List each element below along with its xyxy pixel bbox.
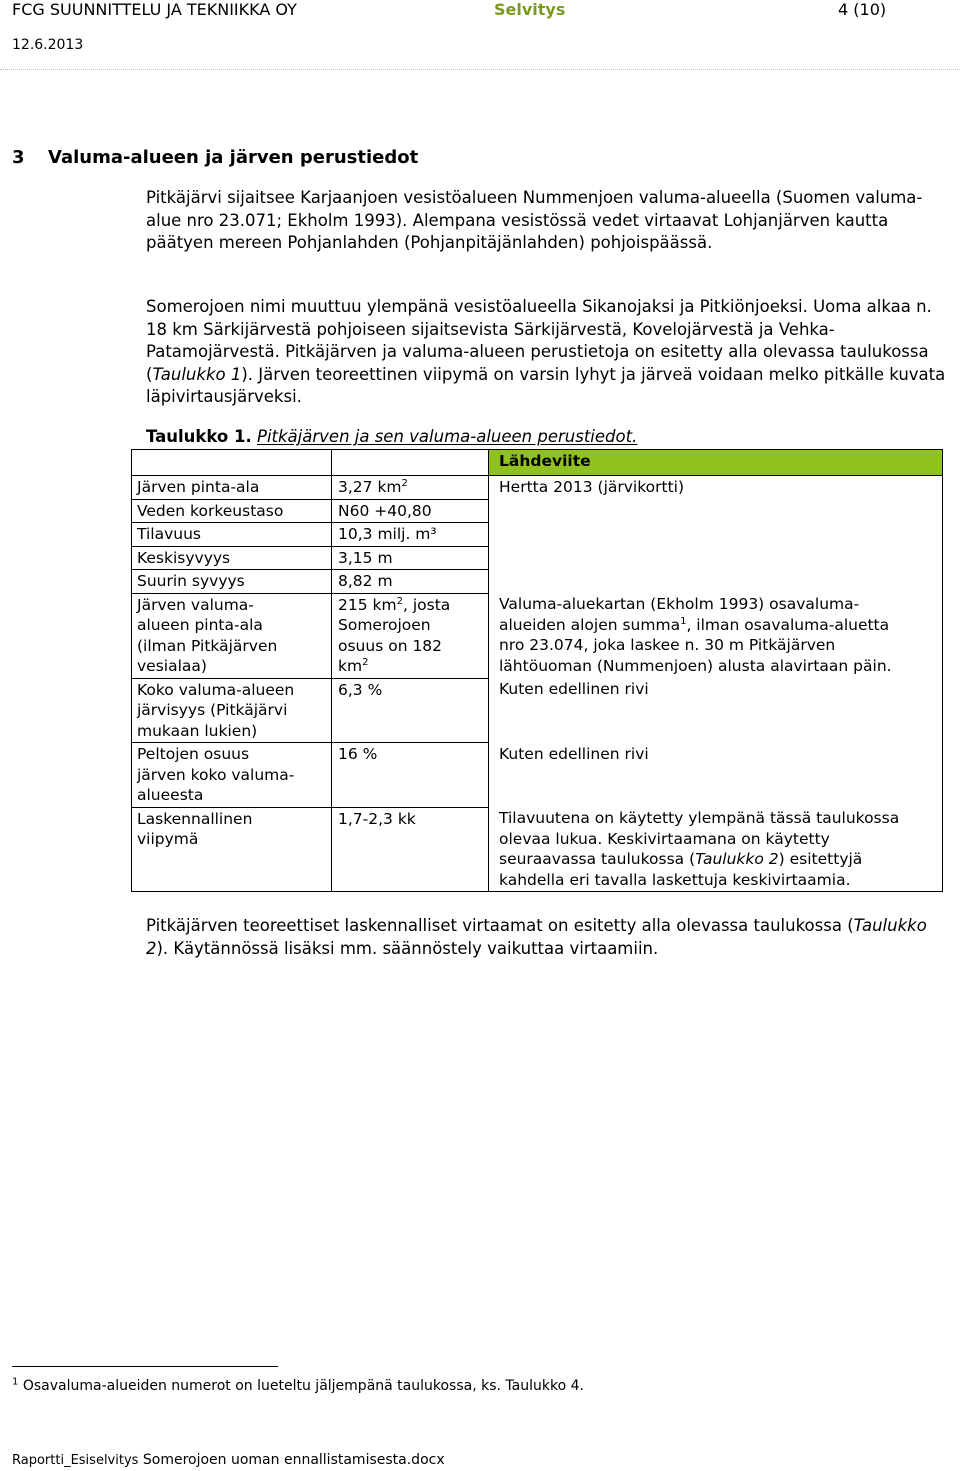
row-lake-pct-value: 6,3 %	[332, 678, 489, 743]
row-retention-source-line: kahdella eri tavalla laskettuja keskivirtaamia.	[499, 870, 851, 889]
source-column-header: Lähdeviite	[489, 450, 943, 476]
catchment-value-josta: , josta	[402, 595, 451, 614]
footer-title: Somerojoen uoman ennallistamisesta.docx	[142, 1452, 445, 1468]
paragraph-river	[146, 296, 946, 409]
row-mean-depth-label: Keskisyvyys	[132, 546, 332, 570]
header-date: 12.6.2013	[12, 37, 84, 53]
row-area-source: Hertta 2013 (järvikortti)	[489, 476, 943, 500]
table-row	[132, 743, 943, 808]
row-lake-pct-label-line: järvisyys (Pitkäjärvi	[137, 701, 288, 719]
section-title: Valuma-alueen ja järven perustiedot	[48, 147, 419, 168]
row-field-pct-label-line: järven koko valuma-	[137, 765, 295, 784]
paragraph-flows-text-b: ). Käytännössä lisäksi mm. säännöstely vaikuttaa virtaamiin.	[156, 938, 659, 958]
row-catchment-source	[489, 593, 943, 678]
section-number: 3	[12, 147, 25, 168]
catchment-source-sum: alueiden alojen summa	[499, 615, 681, 634]
row-retention-source-line: Tilavuutena on käytetty ylempänä tässä taulukossa	[499, 809, 900, 827]
row-lake-pct-label-line: Koko valuma-alueen	[137, 680, 295, 699]
paragraph-river-text-b: ). Järven teoreettinen viipymä on varsin lyhyt ja järveä voidaan melko pitkälle kuvata läpivirtausjärveksi.	[146, 364, 946, 406]
paragraph-location: Pitkäjärvi sijaitsee Karjaanjoen vesistöalueen Nummenjoen valuma-alueella (Suomen valuma-alue nro 23.071; Ekholm 1993). Alempana vesistössä vedet virtaavat Lohjanjärven kautta päätyen mereen Pohjanlahden (Pohjanpitäjänlahden) pohjoispäässä.	[146, 188, 923, 252]
row-retention-source	[489, 807, 943, 892]
catchment-value-sup: 2	[396, 595, 403, 607]
header-cell-empty-2	[332, 450, 489, 476]
row-volume-value: 10,3 milj. m³	[332, 523, 489, 547]
row-retention-source-line: olevaa lukua. Keskivirtaamana on käytetty	[499, 829, 830, 848]
retention-source-prefix: seuraavassa taulukossa (	[499, 850, 696, 868]
header-cell-empty-1	[132, 450, 332, 476]
table-row	[132, 476, 943, 500]
footnote	[12, 1376, 584, 1396]
row-catchment-value-line	[338, 656, 483, 677]
row-area-label: Järven pinta-ala	[132, 476, 332, 500]
table-row	[132, 499, 943, 523]
row-mean-depth-value: 3,15 m	[332, 546, 489, 570]
row-lake-pct-label-line: mukaan lukien)	[137, 721, 258, 740]
table-2-reference[interactable]: Taulukko 2	[695, 850, 779, 868]
paragraph-flows	[146, 915, 946, 960]
catchment-value-area: 215 km	[338, 595, 397, 614]
table-caption-label: Taulukko 1.	[146, 427, 252, 446]
table-row	[132, 678, 943, 743]
row-retention-value: 1,7-2,3 kk	[332, 807, 489, 892]
footer-prefix: Raportti_Esiselvitys	[12, 1453, 139, 1468]
row-retention-label	[132, 807, 332, 892]
row-catchment-value-line: osuus on 182	[338, 636, 443, 655]
header-organization: FCG SUUNNITTELU JA TEKNIIKKA OY	[12, 0, 297, 19]
row-elevation-value: N60 +40,80	[332, 499, 489, 523]
footnote-text: Osavaluma-alueiden numerot on lueteltu jäljempänä taulukossa, ks. Taulukko 4.	[22, 1378, 584, 1394]
row-catchment-label-line: (ilman Pitkäjärven	[137, 636, 278, 655]
basic-data-table	[131, 449, 943, 892]
row-catchment-source-line	[499, 615, 937, 636]
row-area-value-sup: 2	[401, 477, 408, 489]
row-catchment-value	[332, 593, 489, 678]
row-lake-pct-label	[132, 678, 332, 743]
table-2-reference[interactable]: Taulukko 2	[146, 916, 927, 958]
table-1-reference[interactable]: Taulukko 1	[152, 364, 242, 384]
row-catchment-label-line: alueen pinta-ala	[137, 616, 263, 634]
table-row	[132, 546, 943, 570]
row-mean-depth-source	[489, 546, 943, 570]
section-heading	[12, 146, 418, 170]
row-max-depth-value: 8,82 m	[332, 570, 489, 594]
row-catchment-value-line: Somerojoen	[338, 616, 431, 634]
table-row	[132, 523, 943, 547]
catchment-source-rest: , ilman osavaluma-aluetta	[686, 615, 890, 634]
row-catchment-source-line: nro 23.074, joka laskee n. 30 m Pitkäjärven	[499, 636, 836, 654]
table-row	[132, 807, 943, 892]
row-max-depth-label: Suurin syvyys	[132, 570, 332, 594]
row-catchment-label-line: Järven valuma-	[137, 595, 254, 614]
row-field-pct-source: Kuten edellinen rivi	[489, 743, 943, 808]
paragraph-flows-text-a: Pitkäjärven teoreettiset laskennalliset virtaamat on esitetty alla olevassa taulukossa (	[146, 916, 854, 935]
footnote-divider	[12, 1366, 278, 1367]
row-field-pct-label-line: alueesta	[137, 786, 204, 804]
row-area-value-text: 3,27 km	[338, 478, 402, 496]
footnote-marker-ref[interactable]: 1	[680, 615, 687, 627]
header-divider	[0, 69, 960, 70]
row-retention-label-line: Laskennallinen	[137, 809, 253, 828]
row-elevation-label: Veden korkeustaso	[132, 499, 332, 523]
row-lake-pct-source: Kuten edellinen rivi	[489, 678, 943, 743]
retention-source-suffix: ) esitettyjä	[778, 850, 863, 868]
row-catchment-source-line: Valuma-aluekartan (Ekholm 1993) osavaluma-	[499, 595, 860, 613]
row-elevation-source	[489, 499, 943, 523]
row-field-pct-value: 16 %	[332, 743, 489, 808]
row-field-pct-label	[132, 743, 332, 808]
catchment-value-unit: km	[338, 657, 363, 675]
row-catchment-label-line: vesialaa)	[137, 657, 207, 675]
paragraph-river-text-a: Somerojoen nimi muuttuu ylempänä vesistöalueella Sikanojaksi ja Pitkiönjoeksi. Uoma alkaa n. 18 km Särkijärvestä pohjoiseen sijaitsevista Särkijärvestä, Kovelojärvestä ja Vehka-Patamojärvestä. Pitkäjärven ja valuma-alueen perustietoja on esitetty alla olevassa taulukossa (	[146, 297, 932, 384]
row-max-depth-source	[489, 570, 943, 594]
table-caption-text: Pitkäjärven ja sen valuma-alueen perustiedot.	[257, 427, 638, 446]
row-catchment-label	[132, 593, 332, 678]
row-retention-label-line: viipymä	[137, 830, 199, 848]
catchment-value-unit-sup: 2	[362, 656, 369, 668]
row-volume-source	[489, 523, 943, 547]
row-retention-source-line	[499, 849, 937, 870]
page-footer	[12, 1450, 445, 1471]
header-page-number: 4 (10)	[838, 0, 887, 19]
footnote-marker: 1	[12, 1376, 19, 1388]
table-caption	[146, 426, 637, 448]
row-volume-label: Tilavuus	[132, 523, 332, 547]
table-row	[132, 570, 943, 594]
table-row	[132, 593, 943, 678]
row-catchment-value-line	[338, 595, 483, 616]
row-area-value	[332, 476, 489, 500]
header-document-type: Selvitys	[494, 0, 566, 19]
row-field-pct-label-line: Peltojen osuus	[137, 745, 250, 763]
row-catchment-source-line: lähtöuoman (Nummenjoen) alusta alavirtaan päin.	[499, 656, 892, 675]
